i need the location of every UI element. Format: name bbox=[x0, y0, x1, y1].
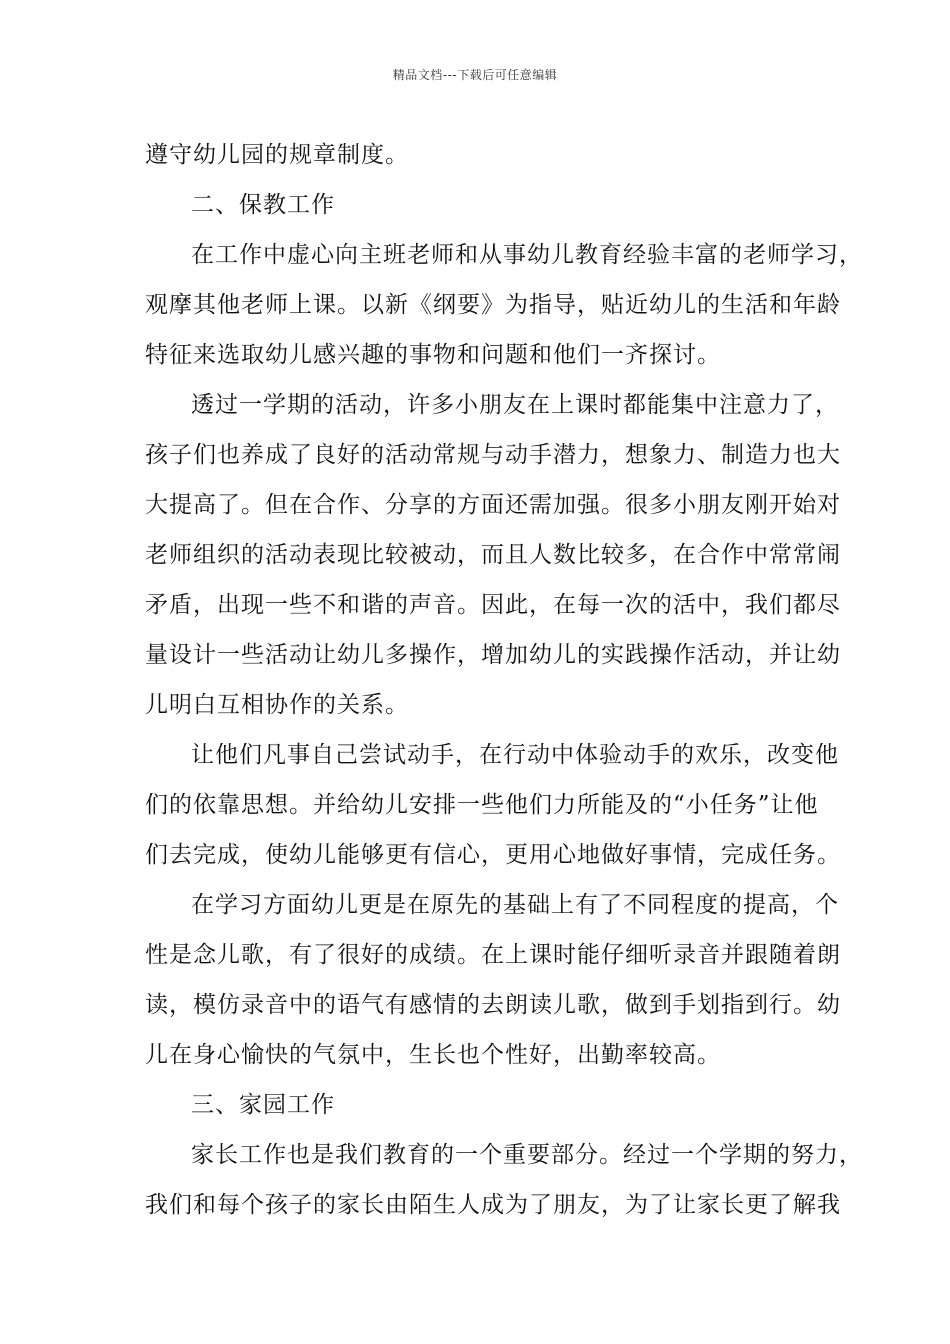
text-line: 矛盾，出现一些不和谐的声音。因此，在每一次的活中，我们都尽 bbox=[145, 592, 841, 618]
text-line: 们去完成，使幼儿能够更有信心，更用心地做好事情，完成任务。 bbox=[145, 842, 841, 868]
text-line: 读，模仿录音中的语气有感情的去朗读儿歌，做到手划指到行。幼 bbox=[145, 992, 841, 1018]
document-body bbox=[145, 130, 863, 1230]
text-line: 性是念儿歌，有了很好的成绩。在上课时能仔细听录音并跟随着朗 bbox=[145, 942, 841, 968]
text-line: 让他们凡事自己尝试动手，在行动中体验动手的欢乐，改变他 bbox=[191, 742, 839, 768]
text-line: 大提高了。但在合作、分享的方面还需加强。很多小朋友刚开始对 bbox=[145, 492, 841, 518]
text-line: 我们和每个孩子的家长由陌生人成为了朋友，为了让家长更了解我 bbox=[145, 1192, 841, 1218]
text-line: 们的依靠思想。并给幼儿安排一些他们力所能及的“小任务”让他 bbox=[145, 792, 819, 818]
text-line: 透过一学期的活动，许多小朋友在上课时都能集中注意力了， bbox=[191, 392, 839, 418]
text-line: 家长工作也是我们教育的一个重要部分。经过一个学期的努力， bbox=[191, 1142, 863, 1168]
text-line: 儿明白互相协作的关系。 bbox=[145, 692, 409, 718]
section-heading-jiayuan: 三、家园工作 bbox=[191, 1092, 335, 1118]
text-line: 老师组织的活动表现比较被动，而且人数比较多，在合作中常常闹 bbox=[145, 542, 841, 568]
text-line: 在工作中虚心向主班老师和从事幼儿教育经验丰富的老师学习， bbox=[191, 242, 863, 268]
section-heading-baojiao: 二、保教工作 bbox=[191, 192, 335, 218]
text-line: 遵守幼儿园的规章制度。 bbox=[145, 142, 409, 168]
text-line: 量设计一些活动让幼儿多操作，增加幼儿的实践操作活动，并让幼 bbox=[145, 642, 841, 668]
text-line: 儿在身心愉快的气氛中，生长也个性好，出勤率较高。 bbox=[145, 1042, 721, 1068]
text-line: 特征来选取幼儿感兴趣的事物和问题和他们一齐探讨。 bbox=[145, 342, 721, 368]
page-header: 精品文档---下载后可任意编辑 bbox=[392, 68, 558, 82]
text-line: 孩子们也养成了良好的活动常规与动手潜力，想象力、制造力也大 bbox=[145, 442, 841, 468]
text-line: 观摩其他老师上课。以新《纲要》为指导，贴近幼儿的生活和年龄 bbox=[145, 292, 841, 318]
text-line: 在学习方面幼儿更是在原先的基础上有了不同程度的提高，个 bbox=[191, 892, 839, 918]
